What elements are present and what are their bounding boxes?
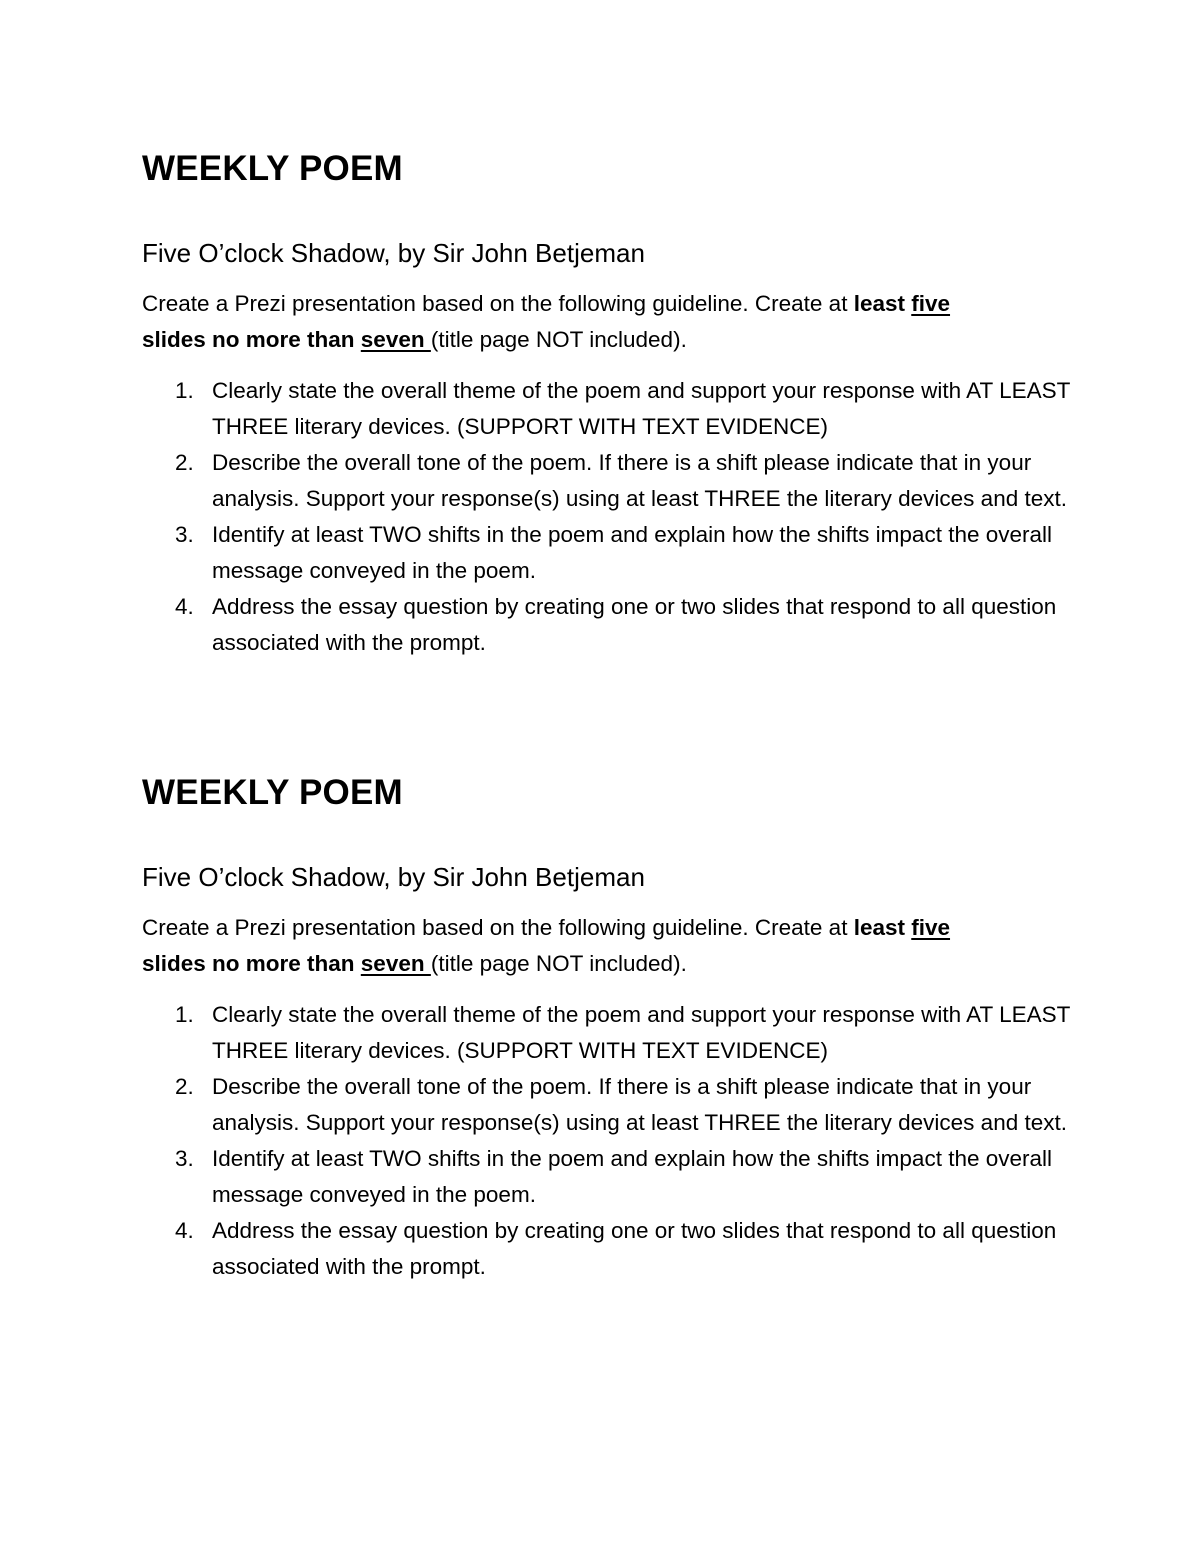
guideline-item [142,589,1072,661]
guideline-number: 4. [175,594,194,619]
assignment-section-1 [142,148,1072,661]
assignment-section-2 [142,772,1072,1285]
instructions-text: Create a Prezi presentation based on the following guideline. Create at [142,915,854,940]
guideline-number: 2. [175,450,194,475]
guideline-item [142,517,1072,589]
guideline-text: Describe the overall tone of the poem. If there is a shift please indicate that in your analysis. Support your response(s) using at least THREE the literary devices and text. [212,1074,1067,1135]
section-heading: WEEKLY POEM [142,149,403,188]
instructions-max-slides: seven [360,327,431,352]
guideline-text: Address the essay question by creating one or two slides that respond to all question associated with the prompt. [212,594,1057,655]
poem-title: Five O’clock Shadow, by Sir John Betjeman [142,862,645,892]
guideline-item [142,1141,1072,1213]
instructions-bold-text: least [853,915,912,940]
guideline-number: 1. [175,378,194,403]
guideline-item [142,997,1072,1069]
guideline-item [142,1213,1072,1285]
instructions-min-slides: five [911,291,951,316]
guideline-text: Clearly state the overall theme of the poem and support your response with AT LEAST THREE literary devices. (SUPPORT WITH TEXT EVIDENCE) [212,378,1070,439]
guideline-number: 4. [175,1218,194,1243]
poem-title: Five O’clock Shadow, by Sir John Betjeman [142,238,645,268]
section-heading: WEEKLY POEM [142,773,403,812]
instructions-text: Create a Prezi presentation based on the following guideline. Create at [142,291,854,316]
guideline-item [142,445,1072,517]
instructions-text: (title page NOT included). [430,951,687,976]
guideline-number: 3. [175,1146,194,1171]
instructions-text: (title page NOT included). [430,327,687,352]
guideline-number: 1. [175,1002,194,1027]
guideline-text: Identify at least TWO shifts in the poem and explain how the shifts impact the overall message conveyed in the poem. [212,1146,1053,1207]
guideline-number: 2. [175,1074,194,1099]
instructions-paragraph [142,286,1072,358]
instructions-bold-text: least [853,291,912,316]
instructions-bold-text: slides no more than [142,951,361,976]
instructions-paragraph [142,910,1072,982]
guideline-list [142,997,1072,1285]
guideline-text: Address the essay question by creating one or two slides that respond to all question associated with the prompt. [212,1218,1057,1279]
instructions-min-slides: five [911,915,951,940]
instructions-max-slides: seven [360,951,431,976]
guideline-text: Clearly state the overall theme of the poem and support your response with AT LEAST THREE literary devices. (SUPPORT WITH TEXT EVIDENCE) [212,1002,1070,1063]
instructions-bold-text: slides no more than [142,327,361,352]
guideline-text: Identify at least TWO shifts in the poem and explain how the shifts impact the overall message conveyed in the poem. [212,522,1053,583]
guideline-item [142,373,1072,445]
guideline-text: Describe the overall tone of the poem. If there is a shift please indicate that in your analysis. Support your response(s) using at least THREE the literary devices and text. [212,450,1067,511]
guideline-list [142,373,1072,661]
guideline-item [142,1069,1072,1141]
guideline-number: 3. [175,522,194,547]
